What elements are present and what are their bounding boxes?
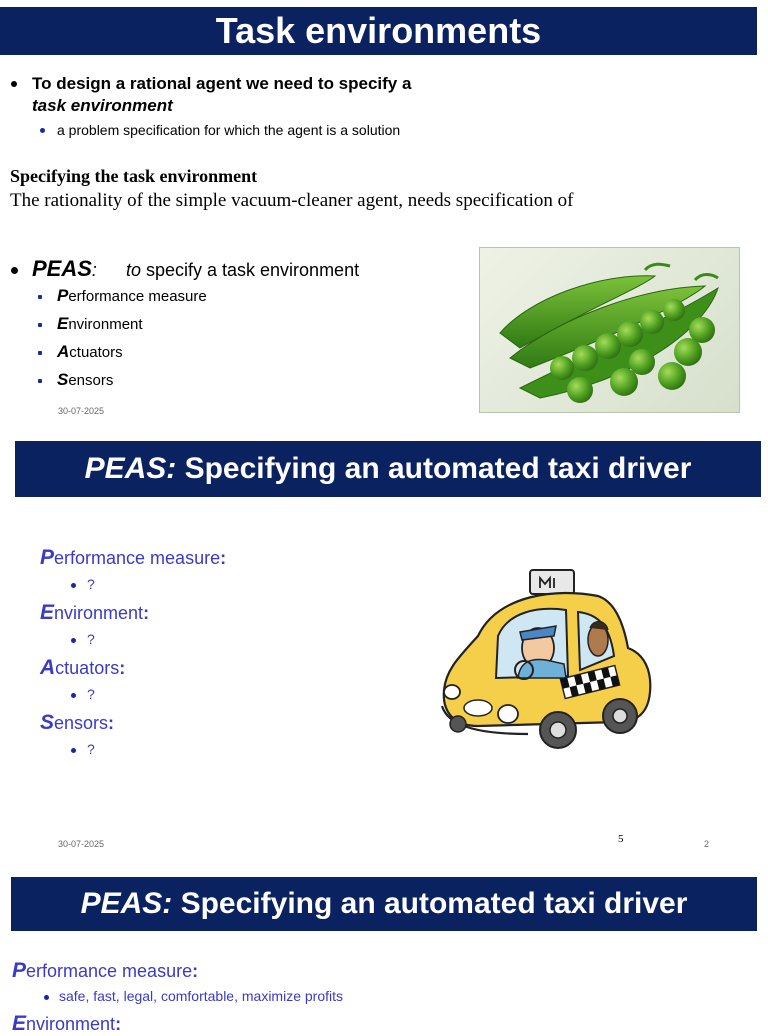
section-colon: : xyxy=(192,961,199,981)
slide3-section-heading-2 xyxy=(12,1012,121,1036)
item-bullet xyxy=(38,295,42,299)
bullet-main-line1: To design a rational agent we need to specify a xyxy=(32,74,412,93)
item-letter: A xyxy=(57,342,70,361)
section-rest: ctuators xyxy=(55,658,120,678)
slide1-bullet-sub: a problem specification for which the agent is a solution xyxy=(57,122,401,138)
section-letter: E xyxy=(12,1012,27,1035)
spec-text: The rationality of the simple vacuum-cleaner agent, needs specification of xyxy=(10,190,574,211)
slide3-title-italic: PEAS: xyxy=(80,887,173,920)
bullet-main-line2: task environment xyxy=(32,96,173,115)
slide3-section-heading xyxy=(12,959,198,983)
section-bullet xyxy=(71,638,76,643)
section-rest: nvironment xyxy=(54,603,144,623)
taxi-illustration xyxy=(438,566,658,752)
slide3-section-value: safe, fast, legal, comfortable, maximize profits xyxy=(59,988,343,1004)
peas-to: to xyxy=(125,260,141,280)
item-rest: ensors xyxy=(68,372,114,389)
slide1-bullet-main xyxy=(32,73,411,117)
peas-word: PEAS xyxy=(32,256,92,281)
section-rest: erformance measure xyxy=(26,961,193,981)
section-value: ? xyxy=(87,631,95,647)
spec-heading: Specifying the task environment xyxy=(10,166,258,186)
item-rest: nvironment xyxy=(68,316,143,333)
slide2-page-right: 2 xyxy=(704,839,710,849)
section-bullet xyxy=(71,583,76,588)
section-heading xyxy=(40,601,149,625)
section-value: ? xyxy=(87,576,95,592)
item-letter: E xyxy=(57,314,69,333)
item-rest: erformance measure xyxy=(68,288,207,305)
section-letter: S xyxy=(40,711,55,734)
section-letter: E xyxy=(40,601,55,624)
slide2-title-banner xyxy=(15,441,761,497)
section-value: ? xyxy=(87,686,95,702)
section-colon: : xyxy=(108,713,115,733)
item-rest: ctuators xyxy=(69,344,123,361)
slide1-date: 30-07-2025 xyxy=(58,406,105,416)
slide2-page-center: 5 xyxy=(618,833,624,845)
slide3-title-rest: Specifying an automated taxi driver xyxy=(172,887,688,920)
section-rest: erformance measure xyxy=(54,548,221,568)
section-letter: P xyxy=(12,959,27,982)
peas-rest: specify a task environment xyxy=(145,260,360,280)
section-heading xyxy=(40,546,226,570)
slide2-date: 30-07-2025 xyxy=(58,839,105,849)
slide2-title-rest: Specifying an automated taxi driver xyxy=(176,452,692,485)
section-letter: A xyxy=(40,656,56,679)
section-letter: P xyxy=(40,546,55,569)
item-bullet xyxy=(38,351,42,355)
section-colon: : xyxy=(220,548,227,568)
peas-bullet-dot xyxy=(11,267,18,274)
section-colon: : xyxy=(143,603,150,623)
pea-pod-image xyxy=(479,247,740,413)
section-rest: ensors xyxy=(54,713,109,733)
peas-colon: : xyxy=(91,260,97,280)
peas-line xyxy=(32,256,359,282)
section-value: ? xyxy=(87,741,95,757)
section-rest: nvironment xyxy=(26,1014,116,1034)
slide1-title: Task environments xyxy=(215,10,542,51)
pea-pod-illustration xyxy=(480,248,739,412)
slide1-title-banner xyxy=(0,7,757,55)
section-bullet xyxy=(71,693,76,698)
section-bullet xyxy=(44,995,49,1000)
item-bullet xyxy=(38,379,42,383)
item-bullet xyxy=(38,323,42,327)
sub-bullet-dot xyxy=(40,128,45,133)
bullet-dot xyxy=(11,81,17,87)
section-bullet xyxy=(71,748,76,753)
section-colon: : xyxy=(115,1014,122,1034)
slide3-title-banner xyxy=(11,877,757,931)
section-colon: : xyxy=(119,658,126,678)
item-letter: P xyxy=(57,286,69,305)
section-heading xyxy=(40,711,114,735)
item-letter: S xyxy=(57,370,69,389)
taxi-cartoon-image xyxy=(438,566,658,752)
section-heading xyxy=(40,656,125,680)
slide2-title-italic: PEAS: xyxy=(84,452,177,485)
